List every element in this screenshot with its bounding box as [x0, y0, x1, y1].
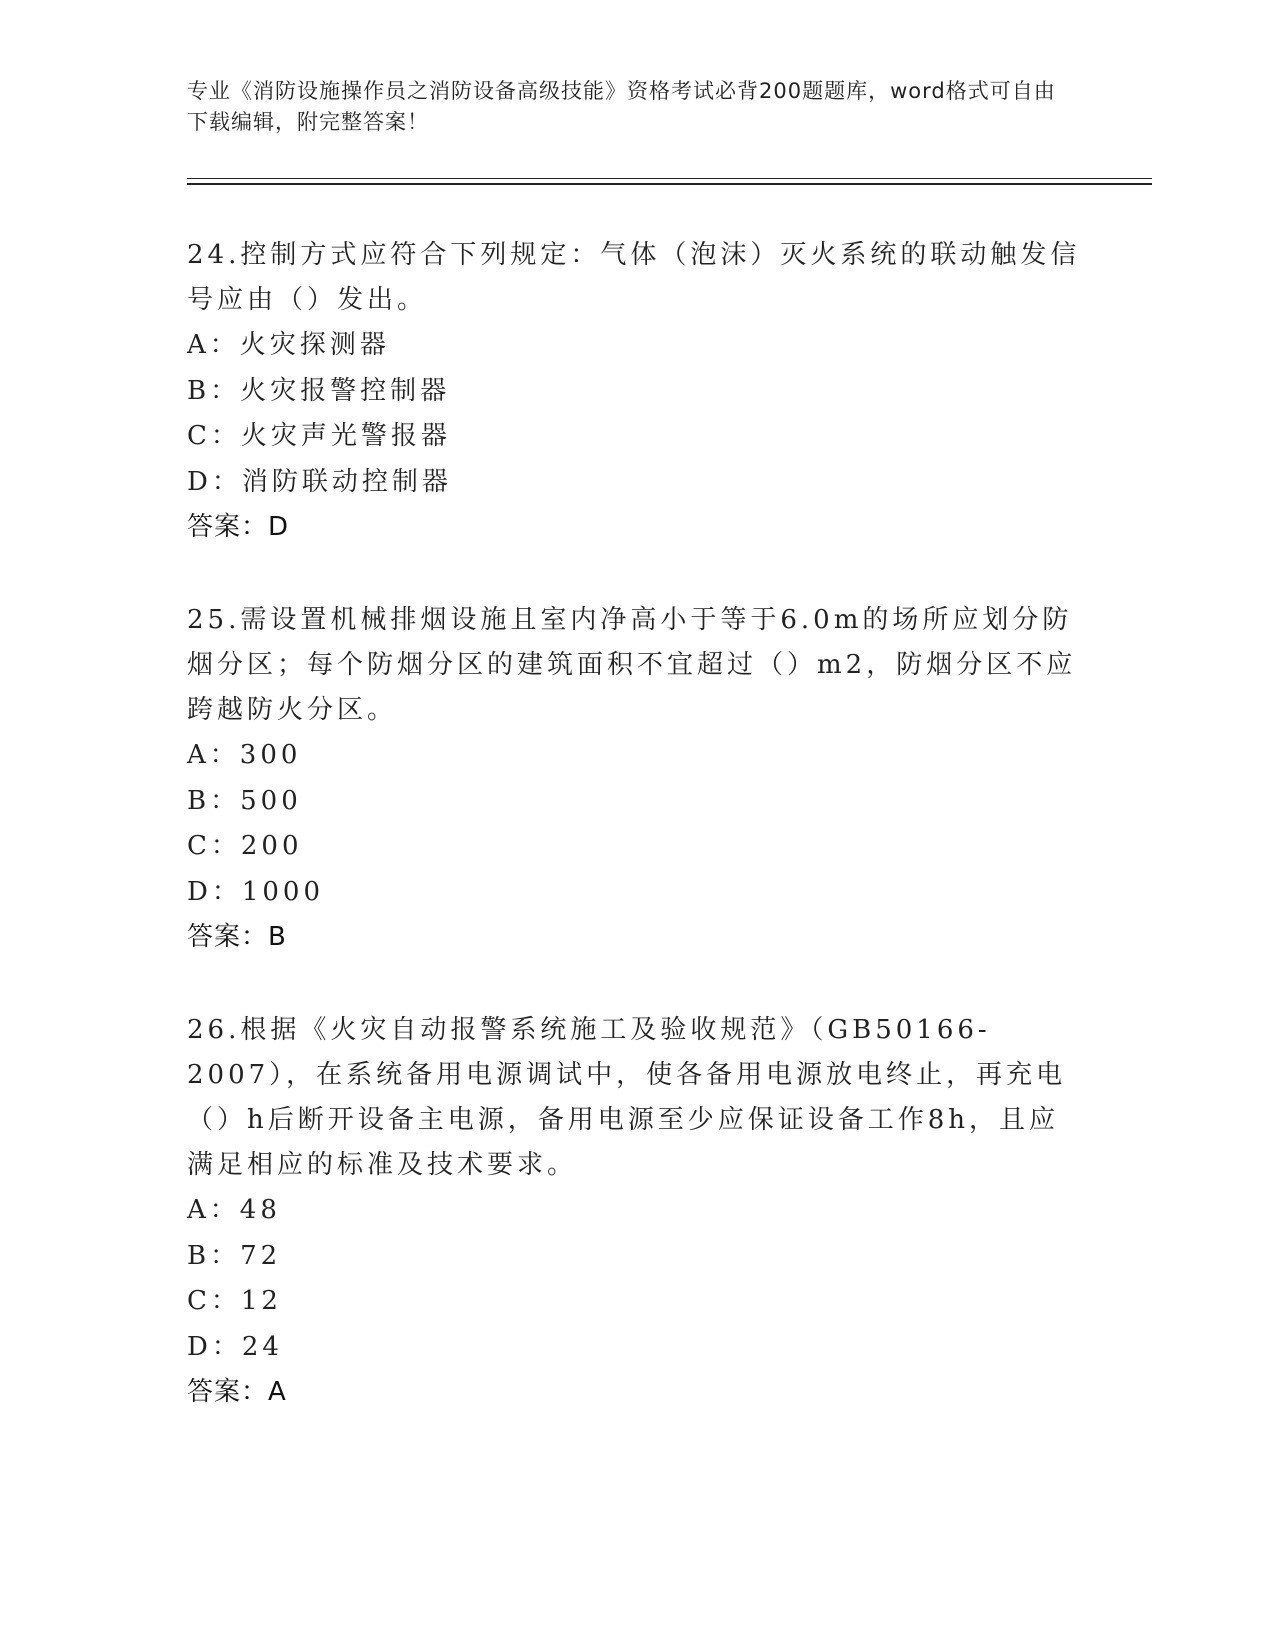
option-a: A：48: [187, 1195, 281, 1225]
question-stem: 24.控制方式应符合下列规定：气体（泡沫）灭火系统的联动触发信号应由（）发出。: [187, 240, 1081, 315]
option-d: D：消防联动控制器: [187, 466, 452, 497]
option-b: B：火灾报警控制器: [187, 375, 451, 406]
option-b: B：500: [187, 785, 302, 816]
option-d: D：1000: [187, 876, 325, 907]
option-a: A：火灾探测器: [187, 330, 390, 360]
header-divider-top: [187, 178, 1152, 179]
header-divider-bottom: [187, 183, 1152, 185]
option-c: C：200: [187, 831, 303, 861]
option-a: A：300: [187, 740, 302, 770]
answer-label: 答案：B: [187, 922, 287, 952]
option-c: C：火灾声光警报器: [187, 421, 451, 451]
question-stem: 26.根据《火灾自动报警系统施工及验收规范》（GB50166-2007），在系统备用电源调试中，使各备用电源放电终止，再充电（）h后断开设备主电源，备用电源至少应保证设备工作8h，且应满足相应的标准及技术要求。: [187, 1015, 1067, 1180]
option-d: D：24: [187, 1331, 283, 1362]
question-24: [187, 233, 1087, 550]
question-25: [187, 598, 1087, 960]
answer-label: 答案：A: [187, 1377, 287, 1407]
option-b: B：72: [187, 1240, 282, 1271]
option-c: C：12: [187, 1286, 282, 1316]
question-stem: 25.需设置机械排烟设施且室内净高小于等于6.0m的场所应划分防烟分区；每个防烟分区的建筑面积不宜超过（）m2，防烟分区不应跨越防火分区。: [187, 605, 1077, 725]
question-26: [187, 1008, 1087, 1415]
document-header: 专业《消防设施操作员之消防设备高级技能》资格考试必背200题题库，word格式可自由下载编辑，附完整答案！: [187, 79, 1056, 134]
answer-label: 答案：D: [187, 512, 290, 542]
